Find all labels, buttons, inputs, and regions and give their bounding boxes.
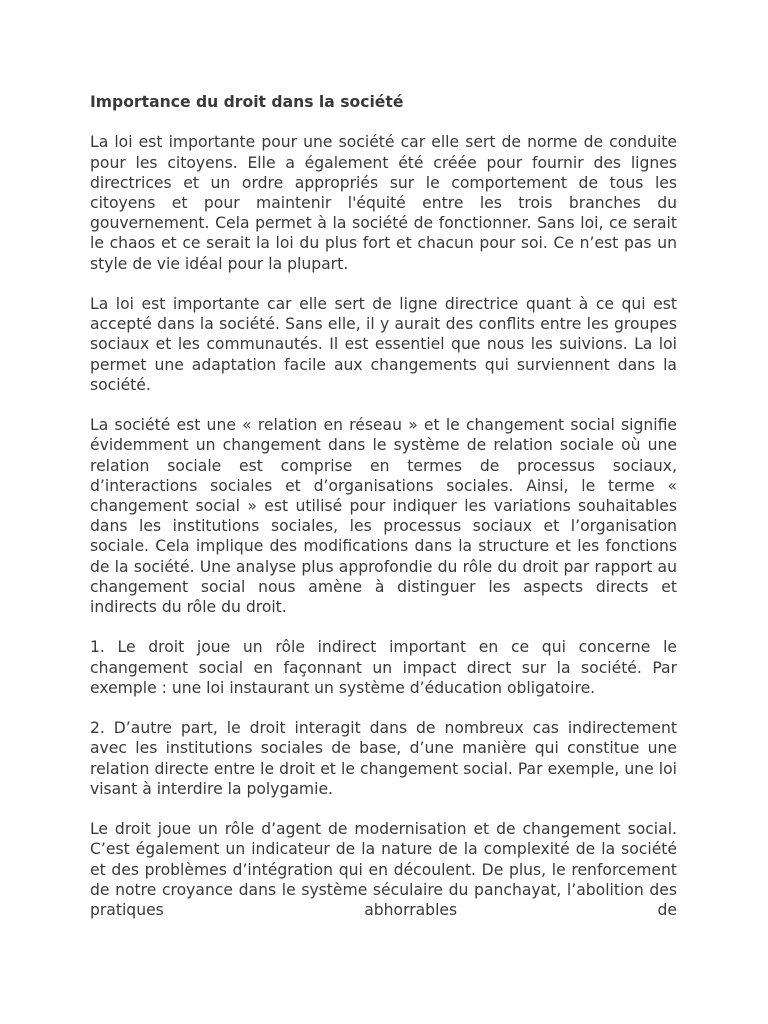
document-body [90, 92, 677, 920]
document-title: Importance du droit dans la société [90, 93, 404, 111]
paragraph-law-as-norm: La loi est importante pour une société car elle sert de norme de conduite pour les citoyens. Elle a également été créée pour fournir des lignes directrices et un ordre appropriés sur le comportement de tous les citoyens et pour maintenir l'équité entre les trois branches du gouvernement. Cela permet à la société de fonctionner. Sans loi, ce serait le chaos et ce serait la loi du plus fort et chacun pour soi. Ce n’est pas un style de vie idéal pour la plupart. [90, 133, 677, 273]
paragraph-social-change: La société est une « relation en réseau » et le changement social signifie évidemment un changement dans le système de relation sociale où une relation sociale est comprise en termes de processus sociaux, d’interactions sociales et d’organisations sociales. Ainsi, le terme « changement social » est utilisé pour indiquer les variations souhaitables dans les institutions sociales, les processus sociaux et l’organisation sociale. Cela implique des modifications dans la structure et les fonctions de la société. Une analyse plus approfondie du rôle du droit par rapport au changement social nous amène à distinguer les aspects directs et indirects du rôle du droit. [90, 416, 677, 617]
paragraph-law-as-guideline: La loi est importante car elle sert de ligne directrice quant à ce qui est accepté dans la société. Sans elle, il y aurait des conflits entre les groupes sociaux et les communautés. Il est essentiel que nous les suivions. La loi permet une adaptation facile aux changements qui surviennent dans la société. [90, 295, 677, 394]
paragraph-point-1: 1. Le droit joue un rôle indirect important en ce qui concerne le changement social en façonnant un impact direct sur la société. Par exemple : une loi instaurant un système d’éducation obligatoire. [90, 638, 677, 697]
paragraph-modernisation: Le droit joue un rôle d’agent de modernisation et de changement social. C’est également un indicateur de la nature de la complexité de la société et des problèmes d’intégration qui en découlent. De plus, le renforcement de notre croyance dans le système séculaire du panchayat, l’abolition des pratiques abhorrables de [90, 820, 677, 920]
paragraph-point-2: 2. D’autre part, le droit interagit dans de nombreux cas indirectement avec les institutions sociales de base, d’une manière qui constitue une relation directe entre le droit et le changement social. Par exemple, une loi visant à interdire la polygamie. [90, 719, 677, 798]
